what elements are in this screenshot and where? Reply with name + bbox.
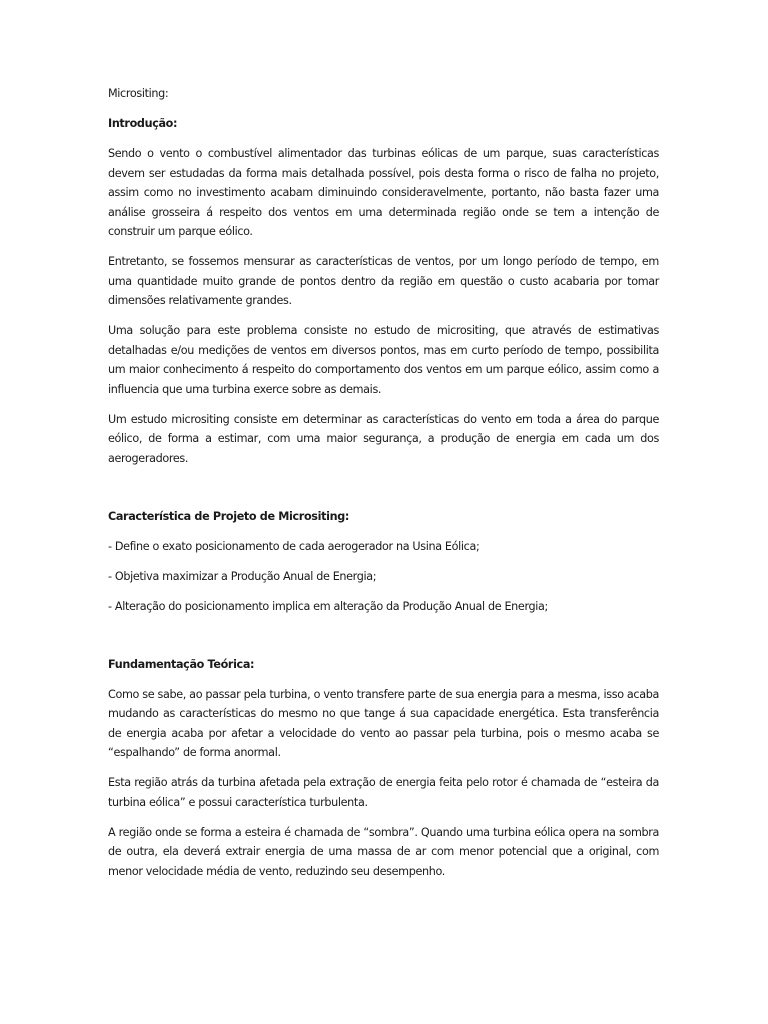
theory-heading: Fundamentação Teórica: [108,657,255,671]
theory-paragraph: Esta região atrás da turbina afetada pela extração de energia feita pelo rotor é chamada de “esteira da turbina eólica” e possui característica turbulenta. [108,776,659,809]
intro-paragraph: Uma solução para este problema consiste no estudo de micrositing, que através de estimativas detalhadas e/ou medições de ventos em diversos pontos, mas em curto período de tempo, possibilita um maior conhecimento á respeito do comportamento dos ventos em um parque eólico, assim como a influencia que uma turbina exerce sobre as demais. [108,324,659,396]
intro-heading: Introdução: [108,117,178,130]
section-spacer [108,627,659,655]
intro-paragraph: Sendo o vento o combustível alimentador das turbinas eólicas de um parque, suas características devem ser estudadas da forma mais detalhada possível, pois desta forma o risco de falha no projeto, assim como no investimento acabam diminuindo consideravelmente, portanto, não basta fazer uma análise grosseira á respeito dos ventos em uma determinada região onde se tem a intenção de construir um parque eólico. [108,147,659,238]
document-label: Micrositing: [108,87,169,100]
characteristics-item: - Alteração do posicionamento implica em alteração da Produção Anual de Energia; [108,599,548,613]
characteristics-item: - Define o exato posicionamento de cada aerogerador na Usina Eólica; [108,539,480,553]
characteristics-heading: Característica de Projeto de Micrositing: [108,509,349,523]
document-page [108,84,659,892]
intro-paragraph: Um estudo micrositing consiste em determinar as características do vento em toda a área do parque eólico, de forma a estimar, com uma maior segurança, a produção de energia em cada um dos aerogeradores. [108,412,659,465]
intro-paragraph: Entretanto, se fossemos mensurar as características de ventos, por um longo período de tempo, em uma quantidade muito grande de pontos dentro da região em questão o custo acabaria por tomar dimensões relativamente grandes. [108,255,659,307]
theory-paragraph: Como se sabe, ao passar pela turbina, o vento transfere parte de sua energia para a mesma, isso acaba mudando as características do mesmo no que tange á sua capacidade energética. Esta transferência de energia acaba por afetar a velocidade do vento ao passar pela turbina, pois o mesmo acaba se “espalhando” de forma anormal. [108,687,659,759]
section-spacer [108,479,659,507]
characteristics-item: - Objetiva maximizar a Produção Anual de Energia; [108,569,377,583]
theory-paragraph: A região onde se forma a esteira é chamada de “sombra”. Quando uma turbina eólica opera na sombra de outra, ela deverá extrair energia de uma massa de ar com menor potencial que a original, com menor velocidade média de vento, reduzindo seu desempenho. [108,825,659,878]
